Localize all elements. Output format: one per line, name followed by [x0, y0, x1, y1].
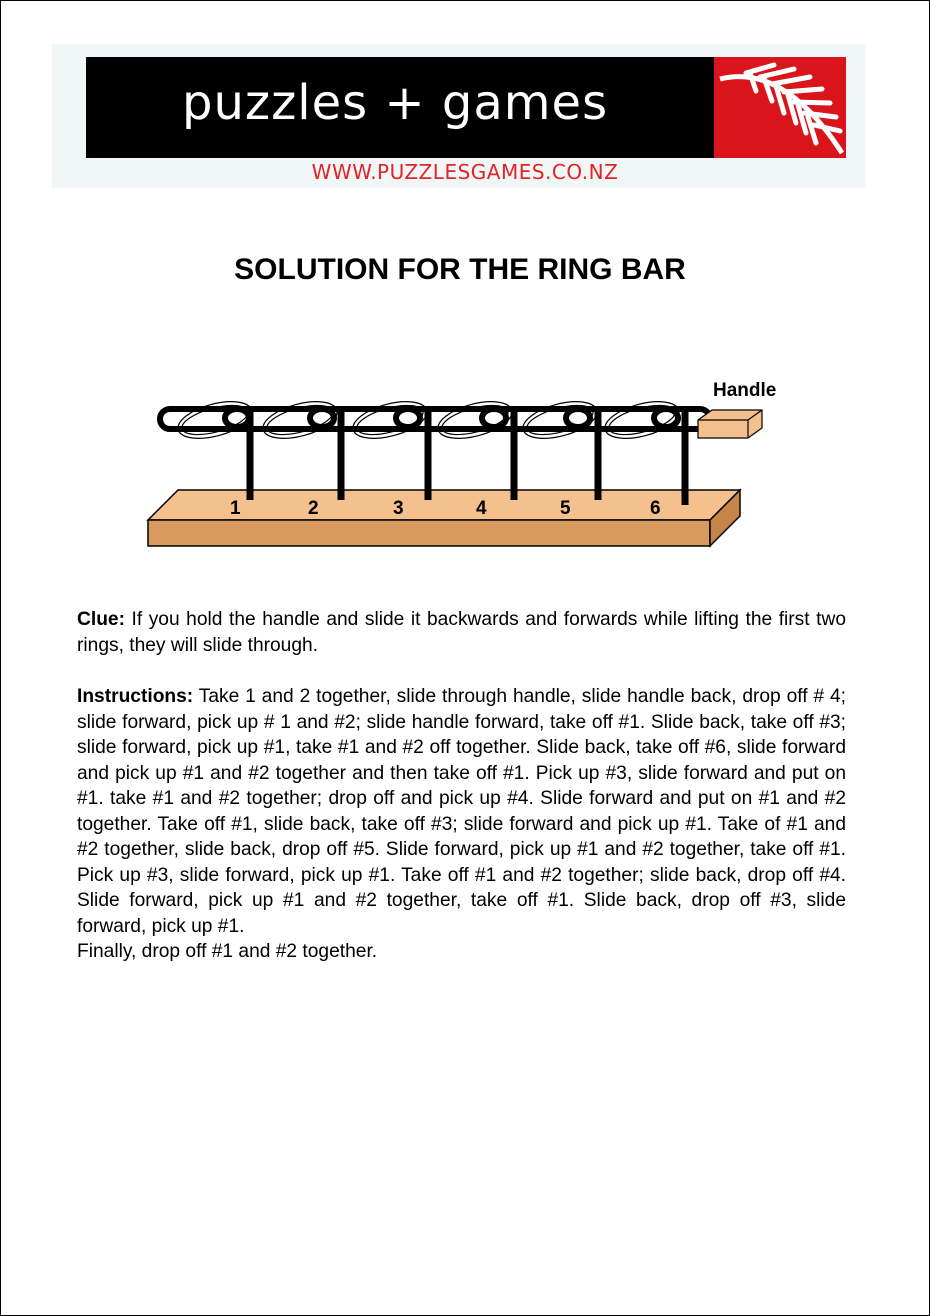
- ring-number: 1: [230, 498, 241, 519]
- handle-label: Handle: [713, 380, 777, 401]
- clue-paragraph: [77, 607, 846, 658]
- ring-bar-diagram: [140, 372, 820, 557]
- final-step: Finally, drop off #1 and #2 together.: [77, 941, 378, 962]
- logo-text: puzzles + games: [182, 75, 609, 131]
- clue-text: If you hold the handle and slide it backwards and forwards while lifting the first two rings, they will slide through.: [77, 609, 846, 656]
- clue-label: Clue:: [77, 609, 125, 630]
- header-banner: [86, 57, 846, 158]
- fern-logo: [714, 57, 846, 158]
- base-front: [148, 520, 710, 546]
- ring-number: 3: [393, 498, 404, 519]
- instructions-label: Instructions:: [77, 686, 194, 707]
- instructions-paragraph: [77, 684, 846, 965]
- ring-number: 4: [476, 498, 487, 519]
- ring-number: 6: [650, 498, 661, 519]
- ring-number: 5: [560, 498, 571, 519]
- page-title: SOLUTION FOR THE RING BAR: [234, 253, 686, 286]
- fern-icon: [714, 57, 846, 158]
- instructions-text: Take 1 and 2 together, slide through handle, slide handle back, drop off # 4; slide forward, pick up # 1 and #2; slide handle forward, take off #1. Slide back, take off #3; slide forward, pick up #1, take #1 and #2 off together. Slide back, take off #6, slide forward and pick up #1 and #2 together and then take off #1. Pick up #3, slide forward and put on #1. take #1 and #2 together; drop off and pick up #4. Slide forward and put on #1 and #2 together. Take off #1, slide back, take off #3; slide forward and pick up #1. Take of #1 and #2 together, slide back, drop off #5. Slide forward, pick up #1 and #2 together, take off #1. Pick up #3, slide forward, pick up #1. Take off #1 and #2 together; slide back, drop off #4. Slide forward, pick up #1 and #2 together, take off #1. Slide back, drop off #3, slide forward, pick up #1.: [77, 686, 847, 937]
- handle-block: [698, 410, 762, 438]
- ring-number: 2: [308, 498, 319, 519]
- website-url[interactable]: WWW.PUZZLESGAMES.CO.NZ: [311, 160, 619, 184]
